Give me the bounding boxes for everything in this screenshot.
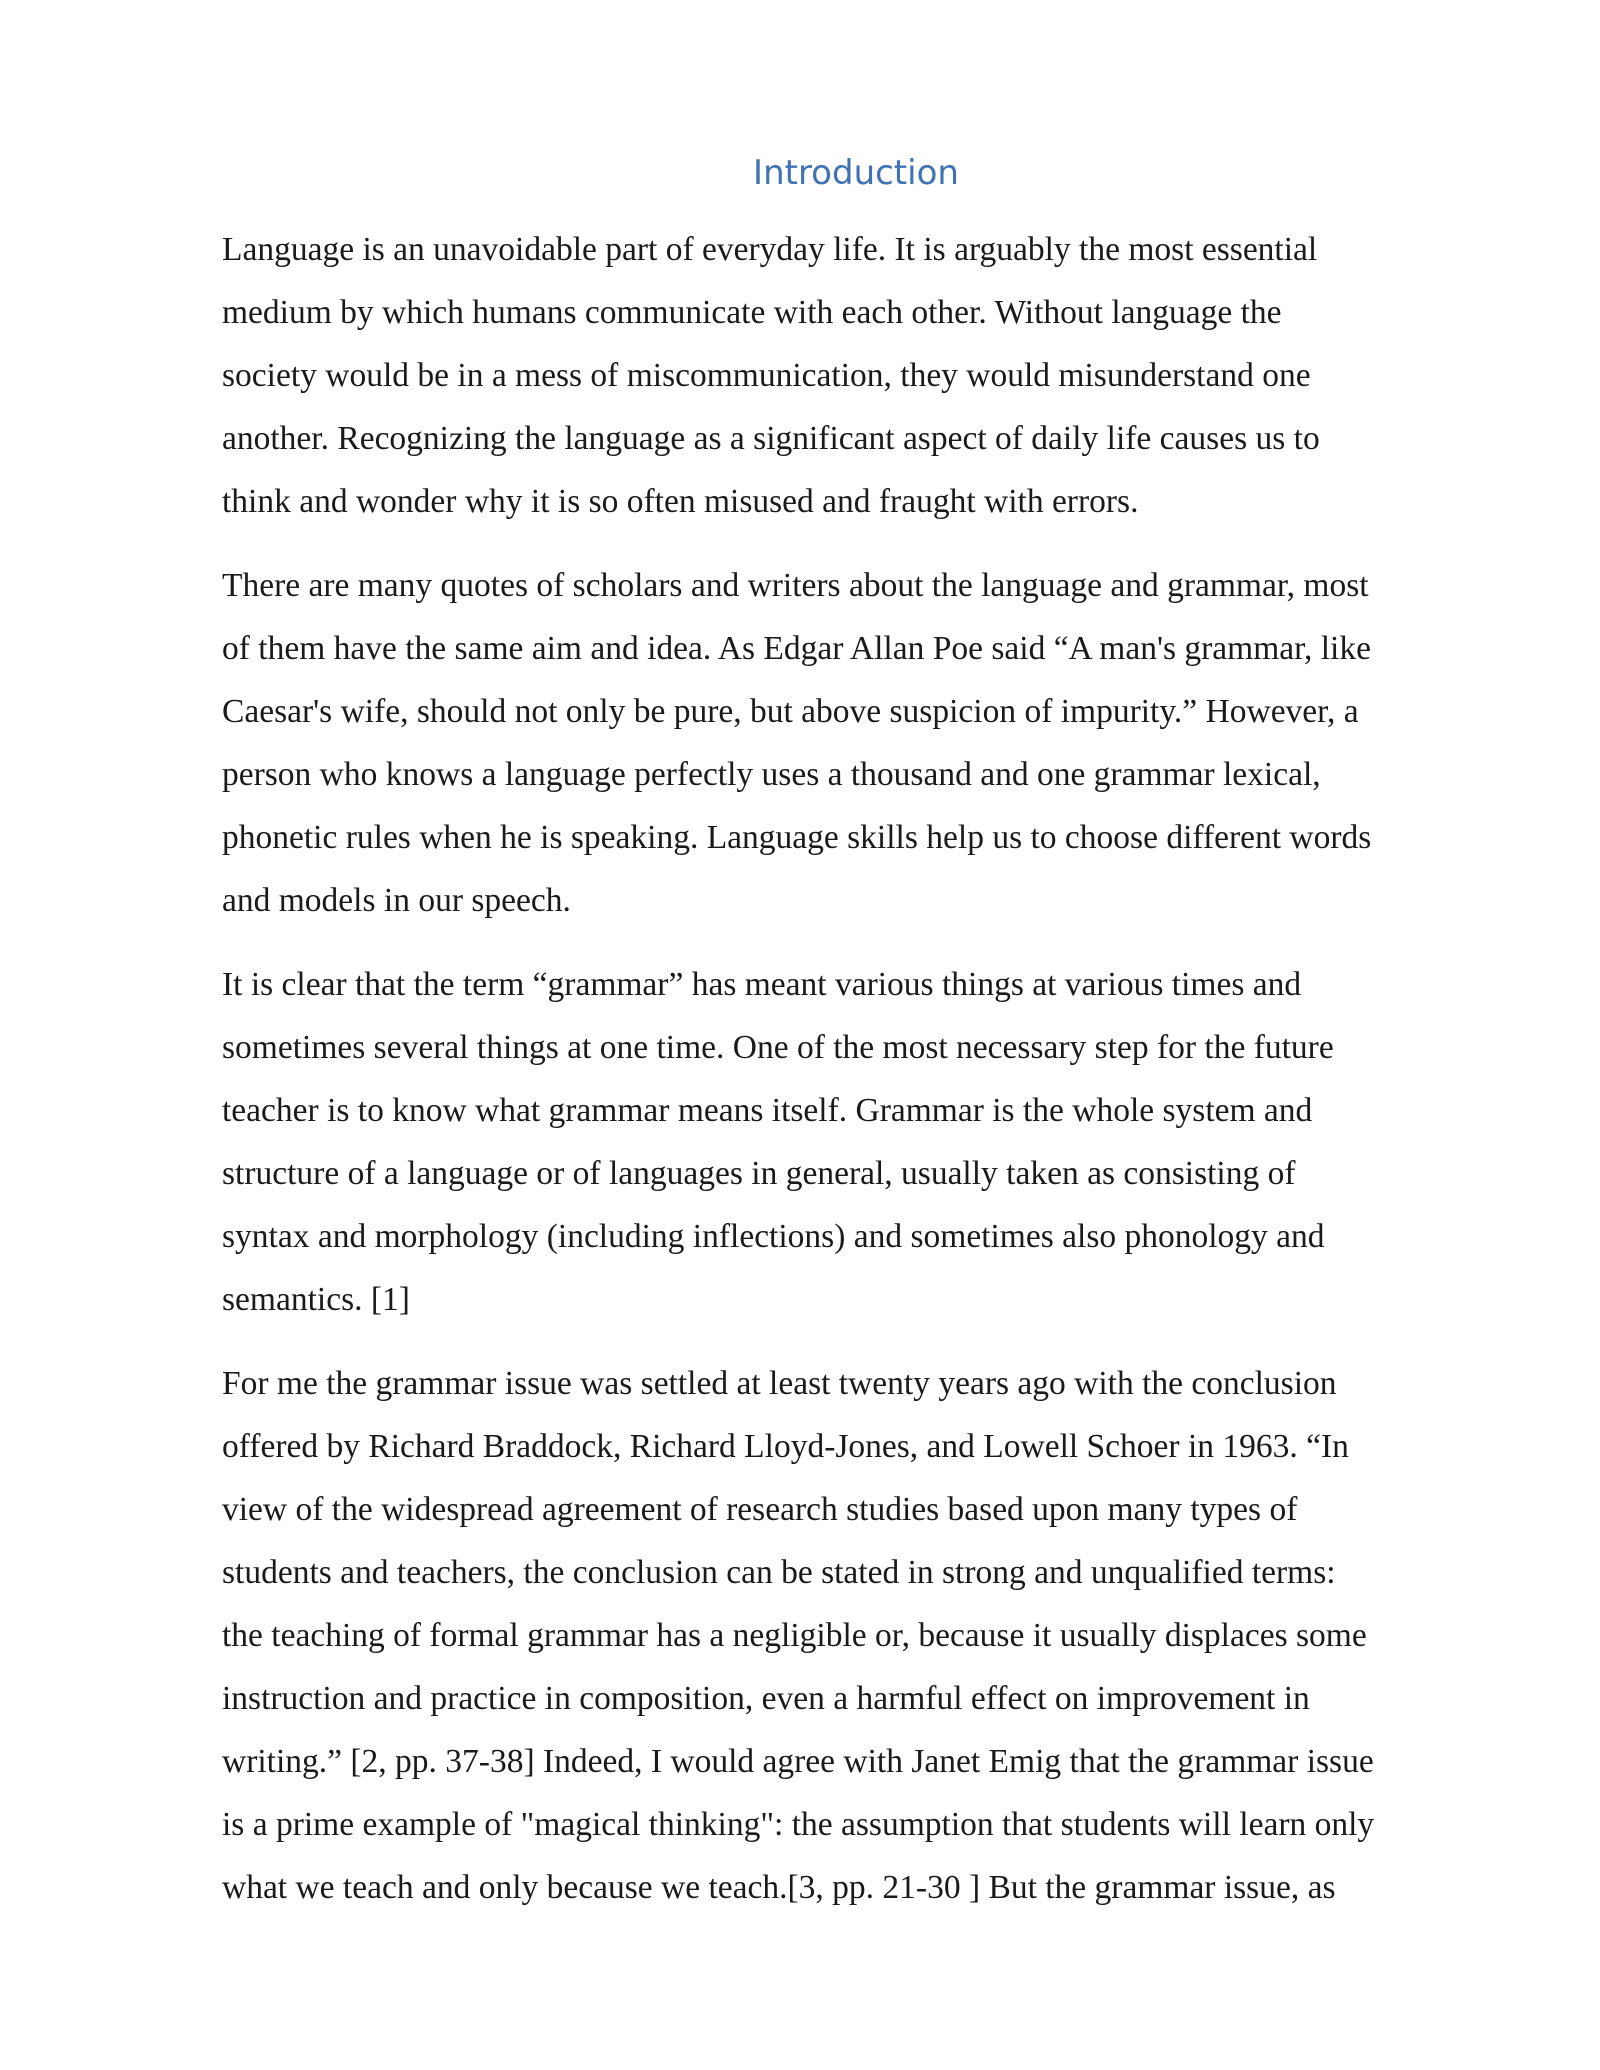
text-line: the teaching of formal grammar has a negligible or, because it usually displaces some — [222, 1617, 1367, 1654]
paragraph-3 — [222, 953, 1502, 1331]
paragraph-2 — [222, 554, 1502, 932]
text-line: structure of a language or of languages in general, usually taken as consisting of — [222, 1155, 1296, 1192]
text-line: writing.” [2, pp. 37-38] Indeed, I would agree with Janet Emig that the grammar issue — [222, 1743, 1374, 1780]
text-line: medium by which humans communicate with each other. Without language the — [222, 294, 1282, 331]
text-line: of them have the same aim and idea. As Edgar Allan Poe said “A man's grammar, like — [222, 630, 1371, 667]
text-line: view of the widespread agreement of research studies based upon many types of — [222, 1491, 1298, 1528]
text-line: It is clear that the term “grammar” has meant various things at various times and — [222, 966, 1302, 1003]
text-line: syntax and morphology (including inflections) and sometimes also phonology and — [222, 1218, 1325, 1255]
text-line: teacher is to know what grammar means itself. Grammar is the whole system and — [222, 1092, 1313, 1129]
text-line: society would be in a mess of miscommunication, they would misunderstand one — [222, 357, 1311, 394]
text-line: Caesar's wife, should not only be pure, but above suspicion of impurity.” However, a — [222, 693, 1359, 730]
text-line: what we teach and only because we teach.[3, pp. 21-30 ] But the grammar issue, as — [222, 1869, 1336, 1906]
text-line: is a prime example of "magical thinking": the assumption that students will learn only — [222, 1806, 1375, 1843]
text-line: another. Recognizing the language as a significant aspect of daily life causes us to — [222, 420, 1320, 457]
text-line: Language is an unavoidable part of everyday life. It is arguably the most essential — [222, 231, 1318, 268]
text-line: students and teachers, the conclusion can be stated in strong and unqualified terms: — [222, 1554, 1336, 1591]
body-text — [222, 218, 1502, 1940]
paragraph-4 — [222, 1352, 1502, 1919]
text-line: There are many quotes of scholars and writers about the language and grammar, most — [222, 567, 1369, 604]
text-line: person who knows a language perfectly uses a thousand and one grammar lexical, — [222, 756, 1321, 793]
paragraph-1 — [222, 218, 1502, 533]
text-line: and models in our speech. — [222, 882, 571, 919]
text-line: For me the grammar issue was settled at least twenty years ago with the conclusion — [222, 1365, 1337, 1402]
text-line: think and wonder why it is so often misused and fraught with errors. — [222, 483, 1139, 520]
text-line: offered by Richard Braddock, Richard Lloyd-Jones, and Lowell Schoer in 1963. “In — [222, 1428, 1349, 1465]
section-heading: Introduction — [753, 153, 959, 193]
text-line: sometimes several things at one time. One of the most necessary step for the future — [222, 1029, 1334, 1066]
text-line: phonetic rules when he is speaking. Language skills help us to choose different words — [222, 819, 1372, 856]
text-line: instruction and practice in composition, even a harmful effect on improvement in — [222, 1680, 1310, 1717]
text-line: semantics. [1] — [222, 1281, 410, 1318]
